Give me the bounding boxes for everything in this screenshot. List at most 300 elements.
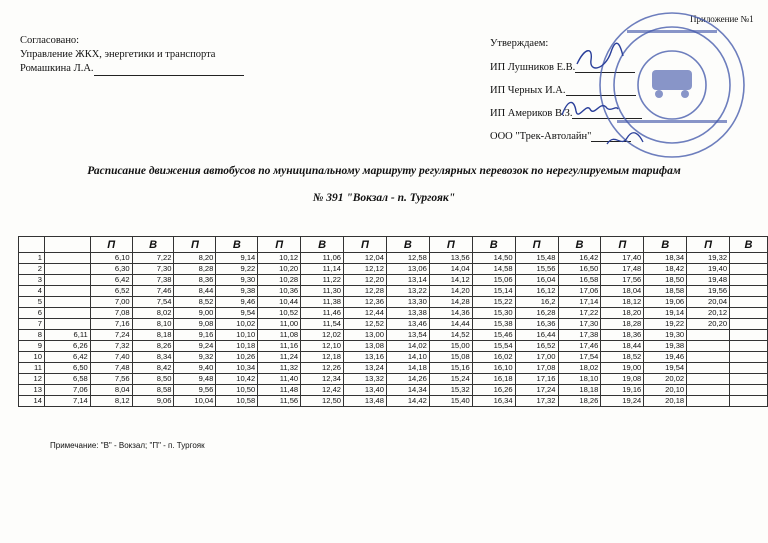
time-cell: 13,40 [344, 385, 387, 396]
time-cell: 10,42 [216, 374, 258, 385]
time-cell: 11,38 [301, 297, 344, 308]
time-cell: 10,34 [216, 363, 258, 374]
time-cell: 14,36 [429, 308, 472, 319]
time-cell: 12,58 [386, 253, 429, 264]
approval-left-organization: Управление ЖКХ, энергетики и транспорта [20, 49, 216, 60]
time-cell: 16,42 [558, 253, 601, 264]
time-cell [730, 264, 768, 275]
time-cell: 10,10 [216, 330, 258, 341]
time-cell: 6,30 [90, 264, 132, 275]
time-cell: 9,14 [216, 253, 258, 264]
table-header-row [19, 237, 768, 253]
signer-name: ИП Черных И.А. [490, 85, 566, 96]
time-cell: 8,28 [174, 264, 216, 275]
time-cell: 7,22 [132, 253, 174, 264]
time-cell: 17,14 [558, 297, 601, 308]
time-cell: 12,02 [301, 330, 344, 341]
time-cell: 8,10 [132, 319, 174, 330]
time-cell: 14,58 [472, 264, 515, 275]
time-cell: 8,34 [132, 352, 174, 363]
time-cell [44, 275, 90, 286]
time-cell: 18,28 [601, 319, 644, 330]
column-header: В [644, 237, 687, 253]
column-header: П [515, 237, 558, 253]
time-cell: 14,50 [472, 253, 515, 264]
time-cell [44, 264, 90, 275]
time-cell: 11,08 [258, 330, 301, 341]
time-cell: 8,02 [132, 308, 174, 319]
time-cell: 10,12 [258, 253, 301, 264]
time-cell: 16,36 [515, 319, 558, 330]
time-cell: 11,32 [258, 363, 301, 374]
time-cell: 15,38 [472, 319, 515, 330]
time-cell: 15,24 [429, 374, 472, 385]
time-cell [687, 330, 730, 341]
time-cell: 12,04 [344, 253, 387, 264]
time-cell: 14,28 [429, 297, 472, 308]
time-cell: 17,22 [558, 308, 601, 319]
column-header: П [344, 237, 387, 253]
time-cell: 18,18 [558, 385, 601, 396]
time-cell: 6,26 [44, 341, 90, 352]
row-number-cell: 3 [19, 275, 45, 286]
time-cell: 11,14 [301, 264, 344, 275]
column-header: П [429, 237, 472, 253]
time-cell: 19,38 [644, 341, 687, 352]
time-cell: 8,04 [90, 385, 132, 396]
time-cell: 11,40 [258, 374, 301, 385]
time-cell: 16,26 [472, 385, 515, 396]
time-cell: 10,44 [258, 297, 301, 308]
time-cell: 16,10 [472, 363, 515, 374]
time-cell: 19,24 [601, 396, 644, 407]
time-cell [730, 308, 768, 319]
time-cell: 6,42 [90, 275, 132, 286]
time-cell: 11,22 [301, 275, 344, 286]
time-cell: 12,12 [344, 264, 387, 275]
time-cell: 9,16 [174, 330, 216, 341]
time-cell: 9,38 [216, 286, 258, 297]
column-header: В [301, 237, 344, 253]
time-cell: 16,52 [515, 341, 558, 352]
column-header: В [216, 237, 258, 253]
time-cell: 18,04 [601, 286, 644, 297]
table-row [19, 330, 768, 341]
time-cell: 13,22 [386, 286, 429, 297]
time-cell: 17,40 [601, 253, 644, 264]
time-cell: 8,52 [174, 297, 216, 308]
row-number-cell: 11 [19, 363, 45, 374]
time-cell: 7,54 [132, 297, 174, 308]
time-cell: 16,58 [558, 275, 601, 286]
column-header: В [132, 237, 174, 253]
time-cell: 11,46 [301, 308, 344, 319]
time-cell: 9,00 [174, 308, 216, 319]
time-cell: 7,16 [90, 319, 132, 330]
row-number-cell: 5 [19, 297, 45, 308]
table-note: Примечание: "В" - Вокзал; "П" - п. Тургояк [50, 441, 205, 450]
time-cell: 18,02 [558, 363, 601, 374]
time-cell: 15,48 [515, 253, 558, 264]
column-header: В [730, 237, 768, 253]
column-header [19, 237, 45, 253]
time-cell: 6,10 [90, 253, 132, 264]
signer-name: ИП Лушников Е.В. [490, 62, 576, 73]
table-row [19, 363, 768, 374]
time-cell: 14,10 [386, 352, 429, 363]
time-cell: 11,30 [301, 286, 344, 297]
time-cell: 10,58 [216, 396, 258, 407]
time-cell: 7,24 [90, 330, 132, 341]
time-cell: 16,2 [515, 297, 558, 308]
time-cell: 19,06 [644, 297, 687, 308]
time-cell: 13,46 [386, 319, 429, 330]
time-cell [687, 341, 730, 352]
time-cell: 10,26 [216, 352, 258, 363]
time-cell: 19,48 [687, 275, 730, 286]
time-cell: 9,56 [174, 385, 216, 396]
time-cell: 9,08 [174, 319, 216, 330]
table-row [19, 341, 768, 352]
time-cell: 19,46 [644, 352, 687, 363]
time-cell: 16,34 [472, 396, 515, 407]
time-cell: 9,32 [174, 352, 216, 363]
time-cell: 11,56 [258, 396, 301, 407]
column-header: П [174, 237, 216, 253]
time-cell: 13,00 [344, 330, 387, 341]
time-cell: 15,14 [472, 286, 515, 297]
time-cell: 17,46 [558, 341, 601, 352]
row-number-cell: 10 [19, 352, 45, 363]
time-cell [44, 297, 90, 308]
time-cell [730, 374, 768, 385]
time-cell: 16,28 [515, 308, 558, 319]
time-cell: 18,10 [558, 374, 601, 385]
time-cell: 20,12 [687, 308, 730, 319]
time-cell: 8,12 [90, 396, 132, 407]
time-cell: 8,36 [174, 275, 216, 286]
table-row [19, 385, 768, 396]
time-cell: 14,20 [429, 286, 472, 297]
column-header: П [601, 237, 644, 253]
time-cell [730, 275, 768, 286]
approval-left-person-name: Ромашкина Л.А. [20, 63, 94, 74]
approval-left-block [20, 34, 244, 76]
time-cell: 13,08 [344, 341, 387, 352]
time-cell: 9,54 [216, 308, 258, 319]
time-cell: 17,00 [515, 352, 558, 363]
time-cell: 14,44 [429, 319, 472, 330]
appendix-label: Приложение №1 [690, 14, 754, 24]
time-cell: 15,30 [472, 308, 515, 319]
time-cell: 19,22 [644, 319, 687, 330]
time-cell: 12,36 [344, 297, 387, 308]
time-cell: 9,40 [174, 363, 216, 374]
time-cell [44, 319, 90, 330]
time-cell: 13,32 [344, 374, 387, 385]
approval-left-person [20, 62, 244, 76]
time-cell: 20,18 [644, 396, 687, 407]
time-cell: 19,56 [687, 286, 730, 297]
time-cell: 10,52 [258, 308, 301, 319]
time-cell: 15,54 [472, 341, 515, 352]
time-cell: 8,50 [132, 374, 174, 385]
time-cell [687, 363, 730, 374]
signature-icon [605, 130, 645, 150]
time-cell: 18,52 [601, 352, 644, 363]
time-cell: 15,46 [472, 330, 515, 341]
time-cell: 13,24 [344, 363, 387, 374]
time-cell: 15,56 [515, 264, 558, 275]
time-cell: 14,26 [386, 374, 429, 385]
time-cell: 18,50 [644, 275, 687, 286]
time-cell: 13,38 [386, 308, 429, 319]
schedule-table [18, 236, 768, 407]
time-cell [730, 286, 768, 297]
time-cell: 17,30 [558, 319, 601, 330]
column-header: П [90, 237, 132, 253]
time-cell: 7,56 [90, 374, 132, 385]
table-row [19, 297, 768, 308]
row-number-cell: 7 [19, 319, 45, 330]
column-header: В [558, 237, 601, 253]
time-cell: 16,44 [515, 330, 558, 341]
row-number-cell: 1 [19, 253, 45, 264]
time-cell: 15,22 [472, 297, 515, 308]
time-cell: 20,10 [644, 385, 687, 396]
table-row [19, 264, 768, 275]
time-cell [44, 286, 90, 297]
time-cell: 7,06 [44, 385, 90, 396]
time-cell: 8,58 [132, 385, 174, 396]
table-row [19, 352, 768, 363]
time-cell: 9,48 [174, 374, 216, 385]
table-row [19, 253, 768, 264]
time-cell: 16,50 [558, 264, 601, 275]
time-cell: 17,24 [515, 385, 558, 396]
time-cell [730, 330, 768, 341]
table-row [19, 319, 768, 330]
time-cell: 17,48 [601, 264, 644, 275]
time-cell: 9,24 [174, 341, 216, 352]
table-row [19, 396, 768, 407]
time-cell: 14,12 [429, 275, 472, 286]
time-cell [730, 396, 768, 407]
time-cell: 12,42 [301, 385, 344, 396]
time-cell: 9,06 [132, 396, 174, 407]
time-cell: 19,08 [601, 374, 644, 385]
row-number-cell: 4 [19, 286, 45, 297]
time-cell: 20,04 [687, 297, 730, 308]
time-cell: 13,54 [386, 330, 429, 341]
time-cell: 8,18 [132, 330, 174, 341]
time-cell: 11,54 [301, 319, 344, 330]
time-cell: 15,08 [429, 352, 472, 363]
route-title: № 391 "Вокзал - п. Тургояк" [312, 192, 456, 204]
time-cell: 8,26 [132, 341, 174, 352]
time-cell: 11,48 [258, 385, 301, 396]
time-cell: 18,20 [601, 308, 644, 319]
time-cell: 7,46 [132, 286, 174, 297]
time-cell: 11,00 [258, 319, 301, 330]
time-cell: 16,02 [472, 352, 515, 363]
time-cell: 7,30 [132, 264, 174, 275]
row-number-cell: 8 [19, 330, 45, 341]
time-cell: 6,58 [44, 374, 90, 385]
time-cell: 15,00 [429, 341, 472, 352]
row-number-cell: 6 [19, 308, 45, 319]
time-cell: 11,06 [301, 253, 344, 264]
time-cell: 18,42 [644, 264, 687, 275]
time-cell: 12,26 [301, 363, 344, 374]
time-cell: 10,20 [258, 264, 301, 275]
time-cell: 17,08 [515, 363, 558, 374]
time-cell: 16,04 [515, 275, 558, 286]
time-cell: 13,16 [344, 352, 387, 363]
time-cell [730, 297, 768, 308]
time-cell [730, 253, 768, 264]
time-cell: 7,14 [44, 396, 90, 407]
time-cell: 10,02 [216, 319, 258, 330]
time-cell: 12,50 [301, 396, 344, 407]
time-cell: 6,50 [44, 363, 90, 374]
time-cell: 12,20 [344, 275, 387, 286]
table-row [19, 374, 768, 385]
time-cell: 7,40 [90, 352, 132, 363]
row-number-cell: 2 [19, 264, 45, 275]
time-cell: 18,34 [644, 253, 687, 264]
time-cell: 17,16 [515, 374, 558, 385]
time-cell: 14,42 [386, 396, 429, 407]
time-cell: 19,14 [644, 308, 687, 319]
time-cell: 13,48 [344, 396, 387, 407]
time-cell: 13,06 [386, 264, 429, 275]
time-cell: 7,32 [90, 341, 132, 352]
time-cell: 19,30 [644, 330, 687, 341]
time-cell [730, 385, 768, 396]
time-cell: 12,52 [344, 319, 387, 330]
time-cell: 14,04 [429, 264, 472, 275]
table-row [19, 286, 768, 297]
time-cell: 18,26 [558, 396, 601, 407]
signer-name: ИП Америков В.З. [490, 108, 573, 119]
column-header: П [687, 237, 730, 253]
signature-line [94, 64, 244, 76]
time-cell: 7,00 [90, 297, 132, 308]
document-title: Расписание движения автобусов по муниципальному маршруту регулярных перевозок по нерегулируемым тарифам [87, 165, 681, 177]
row-number-cell: 12 [19, 374, 45, 385]
time-cell [687, 396, 730, 407]
approval-right-heading: Утверждаем: [490, 38, 549, 49]
time-cell: 17,56 [601, 275, 644, 286]
time-cell: 12,44 [344, 308, 387, 319]
time-cell: 8,20 [174, 253, 216, 264]
time-cell [44, 308, 90, 319]
time-cell: 15,40 [429, 396, 472, 407]
time-cell: 6,52 [90, 286, 132, 297]
time-cell: 10,18 [216, 341, 258, 352]
row-number-cell: 9 [19, 341, 45, 352]
time-cell: 13,30 [386, 297, 429, 308]
time-cell: 14,34 [386, 385, 429, 396]
time-cell: 14,02 [386, 341, 429, 352]
time-cell: 16,18 [472, 374, 515, 385]
column-header: В [386, 237, 429, 253]
time-cell: 19,16 [601, 385, 644, 396]
column-header: В [472, 237, 515, 253]
time-cell: 10,28 [258, 275, 301, 286]
time-cell: 17,38 [558, 330, 601, 341]
time-cell [687, 352, 730, 363]
time-cell: 13,56 [429, 253, 472, 264]
time-cell: 19,54 [644, 363, 687, 374]
time-cell: 10,04 [174, 396, 216, 407]
signature-icon [575, 42, 625, 72]
time-cell: 15,32 [429, 385, 472, 396]
time-cell: 16,12 [515, 286, 558, 297]
time-cell: 12,10 [301, 341, 344, 352]
time-cell: 7,38 [132, 275, 174, 286]
time-cell: 13,14 [386, 275, 429, 286]
time-cell: 14,52 [429, 330, 472, 341]
row-number-cell: 14 [19, 396, 45, 407]
table-row [19, 275, 768, 286]
time-cell: 18,44 [601, 341, 644, 352]
signer-name: ООО "Трек-Автолайн" [490, 131, 592, 142]
approval-left-heading: Согласовано: [20, 35, 80, 46]
time-cell [730, 319, 768, 330]
time-cell: 19,32 [687, 253, 730, 264]
time-cell [687, 374, 730, 385]
time-cell [687, 385, 730, 396]
column-header: П [258, 237, 301, 253]
time-cell: 19,40 [687, 264, 730, 275]
time-cell: 18,36 [601, 330, 644, 341]
time-cell [730, 363, 768, 374]
time-cell: 6,11 [44, 330, 90, 341]
time-cell: 18,58 [644, 286, 687, 297]
column-header [44, 237, 90, 253]
time-cell: 12,18 [301, 352, 344, 363]
table-row [19, 308, 768, 319]
time-cell: 17,32 [515, 396, 558, 407]
time-cell: 9,46 [216, 297, 258, 308]
time-cell: 11,16 [258, 341, 301, 352]
time-cell: 10,50 [216, 385, 258, 396]
time-cell: 17,06 [558, 286, 601, 297]
time-cell: 10,36 [258, 286, 301, 297]
time-cell [730, 341, 768, 352]
signature-icon [560, 95, 620, 125]
time-cell: 7,48 [90, 363, 132, 374]
time-cell: 12,28 [344, 286, 387, 297]
time-cell [44, 253, 90, 264]
time-cell: 17,54 [558, 352, 601, 363]
row-number-cell: 13 [19, 385, 45, 396]
time-cell: 14,18 [386, 363, 429, 374]
time-cell: 8,42 [132, 363, 174, 374]
time-cell: 15,16 [429, 363, 472, 374]
time-cell: 7,08 [90, 308, 132, 319]
time-cell: 15,06 [472, 275, 515, 286]
time-cell: 9,22 [216, 264, 258, 275]
time-cell: 18,12 [601, 297, 644, 308]
time-cell: 19,00 [601, 363, 644, 374]
time-cell: 6,42 [44, 352, 90, 363]
time-cell: 20,02 [644, 374, 687, 385]
time-cell: 9,30 [216, 275, 258, 286]
time-cell: 11,24 [258, 352, 301, 363]
